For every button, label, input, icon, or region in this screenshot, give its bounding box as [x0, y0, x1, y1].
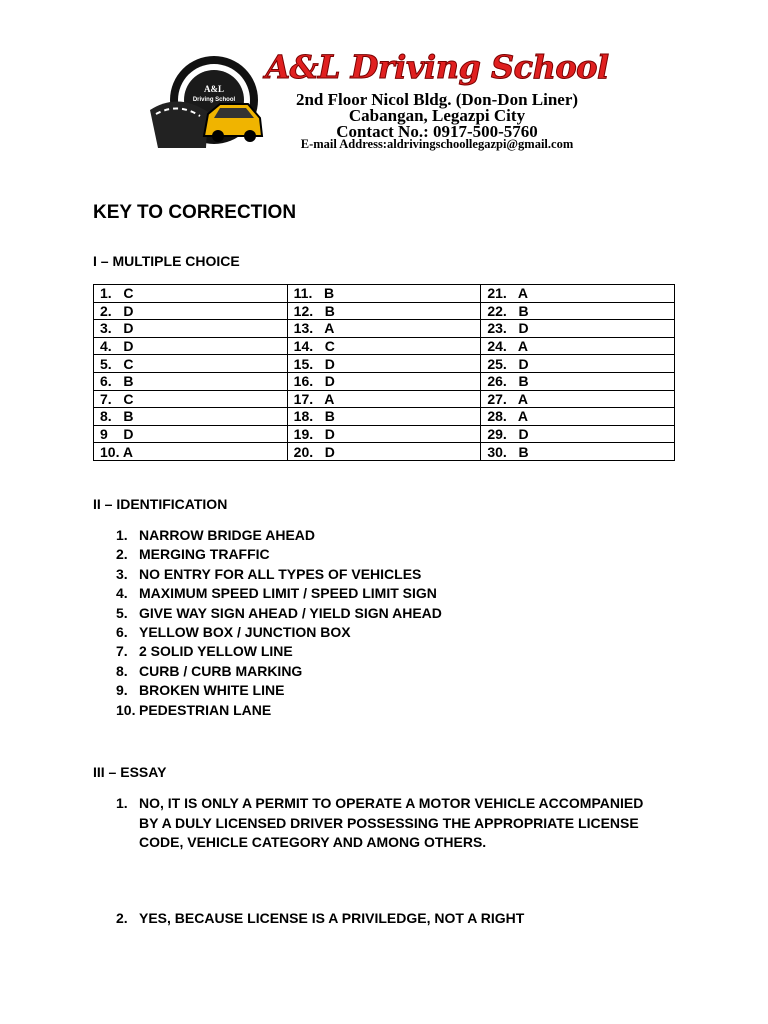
logo-text-top: A&L	[204, 84, 224, 94]
table-row	[94, 355, 675, 373]
essay-text: NO, IT IS ONLY A PERMIT TO OPERATE A MOTOR VEHICLE ACCOMPANIED BY A DULY LICENSED DRIVER POSSESSING THE APPROPRIATE LICENSE CODE, VEHICLE CATEGORY AND AMONG OTHERS.	[139, 795, 644, 850]
identification-answer-list	[100, 527, 442, 721]
list-item	[100, 585, 442, 604]
answer-cell: 28. A	[481, 408, 675, 426]
answer-cell: 14. C	[287, 337, 481, 355]
essay-answer-1	[116, 794, 656, 853]
item-number: 8.	[116, 662, 128, 679]
item-text: CURB / CURB MARKING	[139, 662, 303, 679]
item-number: 6.	[116, 623, 128, 640]
section-heading-identification: II – IDENTIFICATION	[93, 496, 228, 512]
item-text: MAXIMUM SPEED LIMIT / SPEED LIMIT SIGN	[139, 585, 437, 602]
item-text: GIVE WAY SIGN AHEAD / YIELD SIGN AHEAD	[139, 604, 442, 621]
document-title: KEY TO CORRECTION	[93, 202, 297, 223]
logo-text-bottom: Driving School	[192, 97, 236, 103]
answer-cell: 7. C	[94, 390, 288, 408]
address-line-2: Cabangan, Legazpi City	[348, 106, 526, 125]
answer-cell: 22. B	[481, 302, 675, 320]
item-number: 5.	[116, 604, 128, 621]
steering-wheel-car-logo	[148, 52, 268, 148]
answer-cell: 12. B	[287, 302, 481, 320]
table-row	[94, 302, 675, 320]
answer-cell: 20. D	[287, 443, 481, 461]
answer-cell: 1. C	[94, 285, 288, 303]
item-number: 10.	[116, 701, 136, 718]
answer-cell: 24. A	[481, 337, 675, 355]
answer-cell: 30. B	[481, 443, 675, 461]
email-address: E-mail Address:aldrivingschoollegazpi@gmail.com	[300, 137, 574, 151]
answer-cell: 3. D	[94, 320, 288, 338]
answer-cell: 27. A	[481, 390, 675, 408]
list-item	[100, 663, 442, 682]
essay-number: 2.	[116, 910, 128, 926]
answer-cell: 4. D	[94, 337, 288, 355]
table-row	[94, 320, 675, 338]
list-item	[100, 546, 442, 565]
answer-cell: 21. A	[481, 285, 675, 303]
list-item	[100, 682, 442, 701]
item-number: 1.	[116, 527, 128, 543]
item-text: NARROW BRIDGE AHEAD	[139, 527, 316, 543]
answer-cell: 23. D	[481, 320, 675, 338]
address-line-1: 2nd Floor Nicol Bldg. (Don-Don Liner)	[295, 90, 579, 109]
table-row	[94, 285, 675, 303]
table-row	[94, 425, 675, 443]
answer-cell: 9 D	[94, 425, 288, 443]
answer-cell: 13. A	[287, 320, 481, 338]
item-text: BROKEN WHITE LINE	[139, 682, 285, 699]
multiple-choice-answer-table	[93, 284, 675, 461]
contact-number: Contact No.: 0917-500-5760	[336, 122, 538, 141]
item-number: 3.	[116, 565, 128, 582]
table-row	[94, 443, 675, 461]
item-number: 2.	[116, 546, 128, 563]
answer-cell: 17. A	[287, 390, 481, 408]
answer-cell: 18. B	[287, 408, 481, 426]
item-number: 4.	[116, 585, 128, 602]
item-number: 7.	[116, 643, 128, 660]
answer-cell: 8. B	[94, 408, 288, 426]
item-number: 9.	[116, 682, 128, 699]
answer-cell: 19. D	[287, 425, 481, 443]
answer-cell: 2. D	[94, 302, 288, 320]
answer-cell: 6. B	[94, 372, 288, 390]
essay-answer-2	[116, 909, 656, 929]
list-item	[100, 643, 442, 662]
list-item	[100, 624, 442, 643]
item-text: MERGING TRAFFIC	[139, 546, 270, 563]
letterhead	[148, 48, 618, 158]
table-row	[94, 337, 675, 355]
item-text: YELLOW BOX / JUNCTION BOX	[139, 623, 351, 640]
list-item	[100, 605, 442, 624]
answer-cell: 16. D	[287, 372, 481, 390]
item-text: NO ENTRY FOR ALL TYPES OF VEHICLES	[139, 565, 422, 582]
answer-cell: 26. B	[481, 372, 675, 390]
essay-text: YES, BECAUSE LICENSE IS A PRIVILEDGE, NOT A RIGHT	[139, 910, 525, 926]
item-text: 2 SOLID YELLOW LINE	[139, 643, 293, 660]
table-row	[94, 372, 675, 390]
answer-cell: 29. D	[481, 425, 675, 443]
essay-number: 1.	[116, 795, 128, 811]
item-text: PEDESTRIAN LANE	[139, 701, 272, 718]
school-name: A&L Driving School	[265, 48, 609, 86]
list-item	[100, 527, 442, 546]
table-row	[94, 408, 675, 426]
section-heading-multiple-choice: I – MULTIPLE CHOICE	[93, 253, 240, 269]
table-row	[94, 390, 675, 408]
list-item	[100, 566, 442, 585]
section-heading-essay: III – ESSAY	[93, 764, 167, 780]
answer-cell: 25. D	[481, 355, 675, 373]
list-item	[100, 702, 442, 721]
answer-cell: 10. A	[94, 443, 288, 461]
answer-cell: 11. B	[287, 285, 481, 303]
answer-cell: 5. C	[94, 355, 288, 373]
answer-cell: 15. D	[287, 355, 481, 373]
